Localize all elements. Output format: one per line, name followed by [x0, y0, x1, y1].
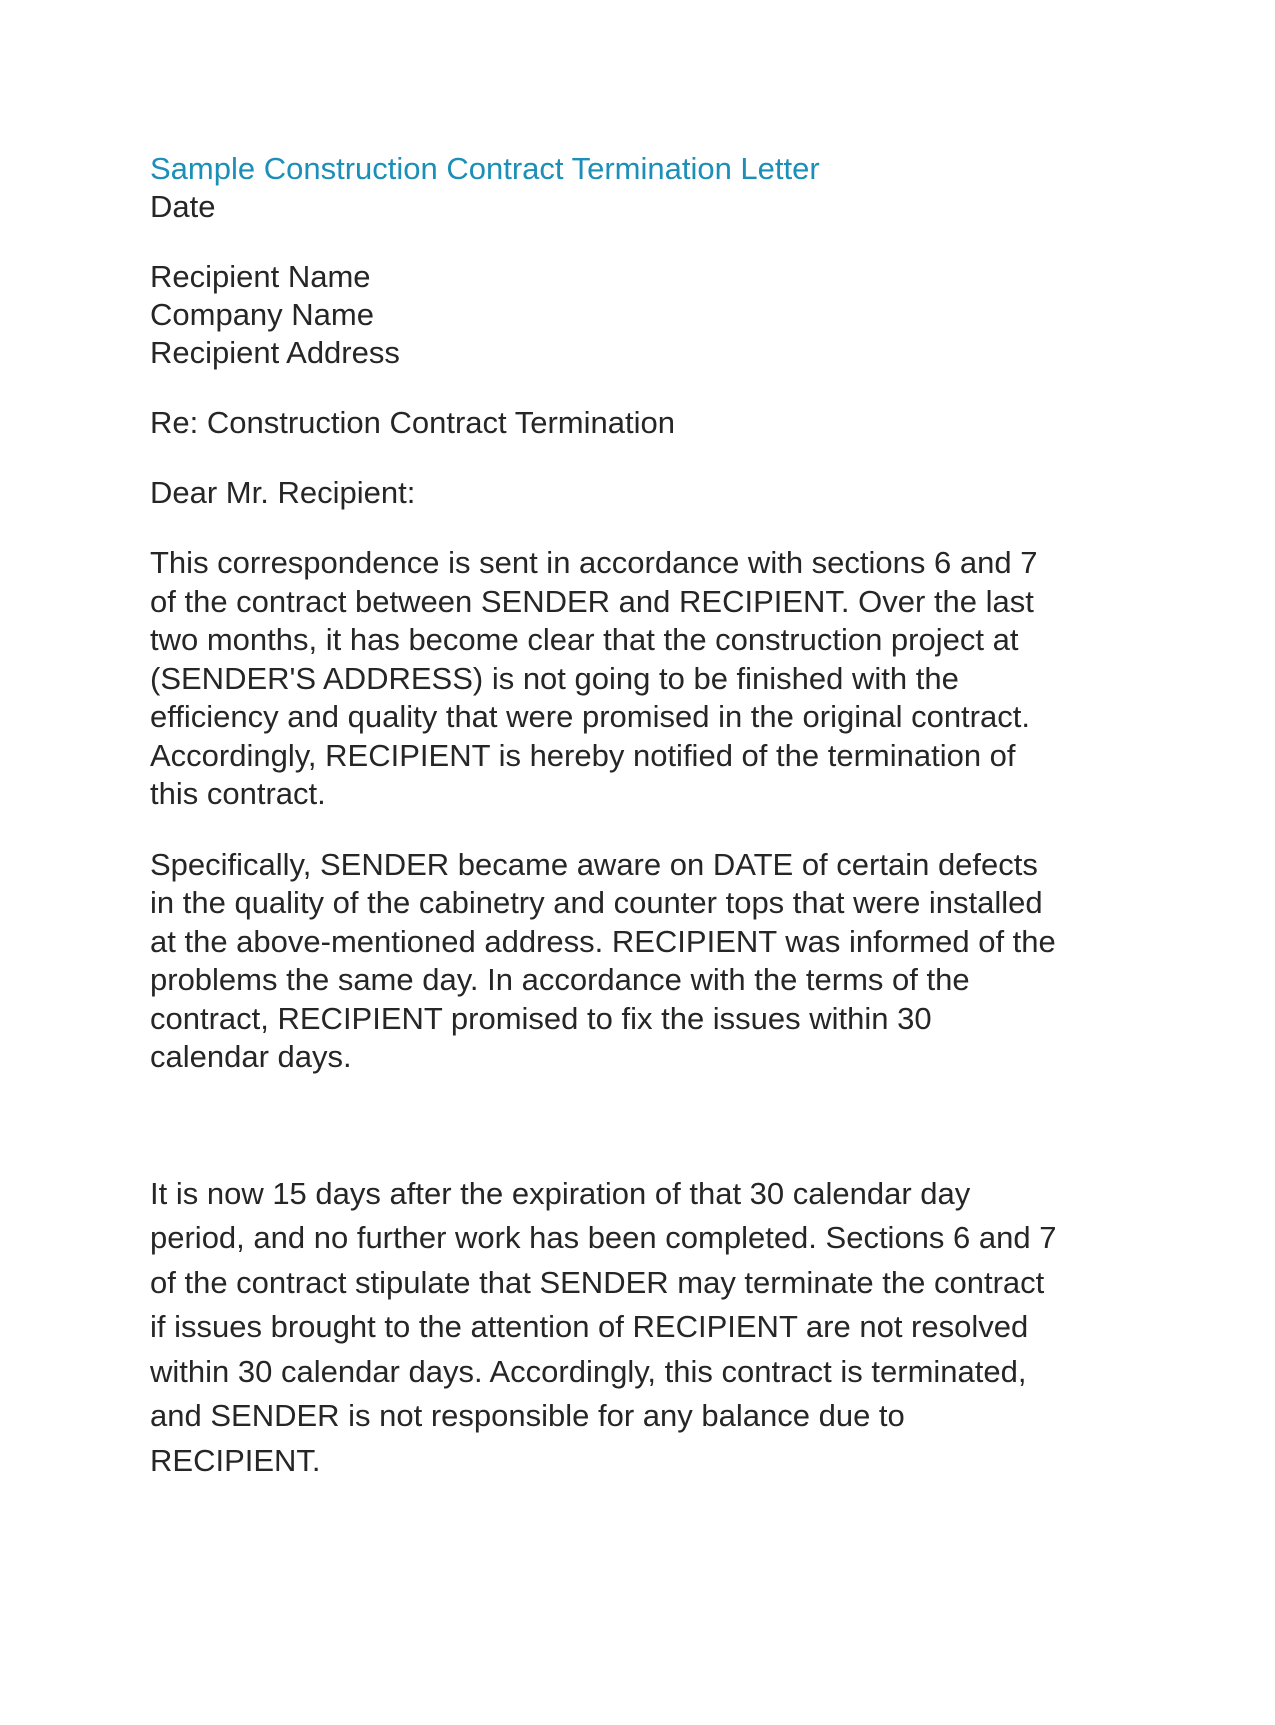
letter-title: Sample Construction Contract Termination Letter — [150, 151, 820, 186]
paragraph-1 — [150, 544, 1150, 814]
recipient-address: Recipient Address — [150, 335, 400, 370]
paragraph-line: two months, it has become clear that the construction project at — [150, 622, 1019, 657]
paragraph-line: efficiency and quality that were promised in the original contract. — [150, 699, 1030, 734]
paragraph-line: this contract. — [150, 776, 326, 811]
paragraph-line: of the contract stipulate that SENDER may terminate the contract — [150, 1264, 1045, 1300]
paragraph-line: if issues brought to the attention of RECIPIENT are not resolved — [150, 1309, 1029, 1344]
paragraph-line: (SENDER'S ADDRESS) is not going to be finished with the — [150, 660, 959, 696]
letter-page — [150, 150, 1150, 1483]
paragraph-2 — [150, 846, 1150, 1077]
paragraph-line: Specifically, SENDER became aware on DATE of certain defects — [150, 846, 1038, 882]
paragraph-line: problems the same day. In accordance with the terms of the — [150, 962, 970, 997]
salutation: Dear Mr. Recipient: — [150, 475, 416, 510]
paragraph-line: period, and no further work has been completed. Sections 6 and 7 — [150, 1220, 1057, 1255]
paragraph-line: and SENDER is not responsible for any balance due to — [150, 1398, 905, 1433]
paragraph-line: at the above-mentioned address. RECIPIENT was informed of the — [150, 923, 1056, 959]
paragraph-line: of the contract between SENDER and RECIPIENT. Over the last — [150, 583, 1034, 619]
paragraph-line: calendar days. — [150, 1039, 352, 1074]
paragraph-line: contract, RECIPIENT promised to fix the issues within 30 — [150, 1000, 932, 1036]
date-line: Date — [150, 189, 216, 224]
recipient-name: Recipient Name — [150, 259, 371, 294]
company-name: Company Name — [150, 297, 374, 332]
paragraph-line: in the quality of the cabinetry and counter tops that were installed — [150, 885, 1043, 920]
subject-line: Re: Construction Contract Termination — [150, 405, 675, 440]
paragraph-line: This correspondence is sent in accordance with sections 6 and 7 — [150, 545, 1038, 580]
paragraph-3 — [150, 1172, 1150, 1484]
paragraph-line: within 30 calendar days. Accordingly, this contract is terminated, — [150, 1353, 1027, 1389]
paragraph-line: Accordingly, RECIPIENT is hereby notified of the termination of — [150, 737, 1016, 773]
paragraph-line: It is now 15 days after the expiration of that 30 calendar day — [150, 1175, 971, 1211]
paragraph-line: RECIPIENT. — [150, 1442, 321, 1478]
